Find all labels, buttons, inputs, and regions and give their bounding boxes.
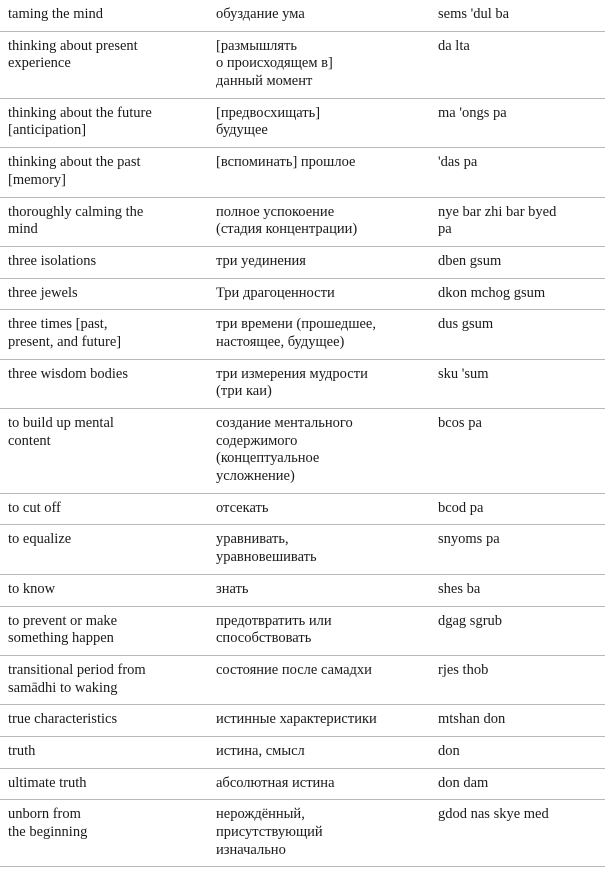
- table-row: [0, 800, 605, 867]
- cell-line: состояние после самадхи: [216, 661, 372, 678]
- table-cell-english: [0, 606, 208, 655]
- cell-line: gdod nas skye med: [438, 806, 549, 823]
- cell-line: transitional period from: [8, 661, 146, 678]
- table-row: [0, 98, 605, 147]
- table-cell-tibetan: [430, 310, 605, 359]
- table-row: [0, 768, 605, 800]
- table-cell-english: [0, 525, 208, 574]
- cell-line: dus gsum: [438, 316, 494, 333]
- cell-line: three times [past,: [8, 316, 108, 333]
- cell-line: уравнивать,: [216, 531, 289, 548]
- table-cell-russian: [208, 409, 430, 494]
- table-cell-english: [0, 98, 208, 147]
- table-cell-tibetan: [430, 606, 605, 655]
- table-cell-english: [0, 409, 208, 494]
- cell-line: thinking about the future: [8, 104, 152, 121]
- cell-line: something happen: [8, 630, 114, 647]
- cell-line: [memory]: [8, 171, 66, 188]
- table-cell-russian: [208, 736, 430, 768]
- cell-line: nye bar zhi bar byed: [438, 203, 557, 220]
- table-cell-english: [0, 148, 208, 197]
- table-cell-english: [0, 736, 208, 768]
- cell-line: истина, смысл: [216, 742, 305, 759]
- table-cell-english: [0, 800, 208, 867]
- cell-line: три времени (прошедшее,: [216, 316, 376, 333]
- table-row: [0, 574, 605, 606]
- table-cell-tibetan: [430, 655, 605, 704]
- table-cell-english: [0, 31, 208, 98]
- table-row: [0, 31, 605, 98]
- table-cell-russian: [208, 197, 430, 246]
- cell-line: pa: [438, 221, 452, 238]
- cell-line: dgag sgrub: [438, 612, 503, 629]
- cell-line: to build up mental: [8, 415, 114, 431]
- cell-line: обуздание ума: [216, 6, 305, 22]
- cell-line: unborn from: [8, 806, 81, 823]
- table-cell-tibetan: [430, 525, 605, 574]
- cell-line: 'das pa: [438, 154, 478, 171]
- cell-line: усложнение): [216, 468, 295, 485]
- cell-line: thinking about the past: [8, 154, 141, 171]
- cell-line: три уединения: [216, 252, 306, 269]
- cell-line: to equalize: [8, 531, 72, 548]
- cell-line: уравновешивать: [216, 549, 317, 566]
- table-row: [0, 736, 605, 768]
- cell-line: bcos pa: [438, 415, 482, 431]
- cell-line: [вспоминать] прошлое: [216, 154, 356, 171]
- cell-line: shes ba: [438, 580, 481, 597]
- table-row: [0, 606, 605, 655]
- cell-line: don dam: [438, 774, 489, 791]
- table-cell-tibetan: [430, 574, 605, 606]
- cell-line: dben gsum: [438, 252, 502, 269]
- table-cell-russian: [208, 493, 430, 525]
- table-cell-english: [0, 359, 208, 408]
- table-cell-russian: [208, 606, 430, 655]
- table-cell-russian: [208, 705, 430, 737]
- table-cell-tibetan: [430, 705, 605, 737]
- table-cell-tibetan: [430, 197, 605, 246]
- table-cell-english: [0, 246, 208, 278]
- table-cell-tibetan: [430, 246, 605, 278]
- table-cell-russian: [208, 359, 430, 408]
- table-cell-russian: [208, 768, 430, 800]
- table-cell-english: [0, 574, 208, 606]
- table-row: [0, 246, 605, 278]
- table-cell-english: [0, 768, 208, 800]
- cell-line: present, and future]: [8, 333, 122, 350]
- table-cell-tibetan: [430, 409, 605, 494]
- cell-line: (стадия концентрации): [216, 221, 358, 238]
- table-cell-russian: [208, 31, 430, 98]
- cell-line: mtshan don: [438, 711, 506, 728]
- cell-line: the beginning: [8, 824, 88, 840]
- cell-line: знать: [216, 580, 249, 597]
- cell-line: создание ментального: [216, 415, 353, 431]
- table-row: [0, 705, 605, 737]
- cell-line: [anticipation]: [8, 122, 87, 139]
- table-cell-tibetan: [430, 768, 605, 800]
- cell-line: нерождённый,: [216, 806, 305, 823]
- table-cell-tibetan: [430, 800, 605, 867]
- table-cell-english: [0, 705, 208, 737]
- table-cell-tibetan: [430, 31, 605, 98]
- table-row: [0, 409, 605, 494]
- cell-line: предотвратить или: [216, 612, 332, 629]
- cell-line: mind: [8, 221, 38, 238]
- table-row: [0, 278, 605, 310]
- cell-line: три измерения мудрости: [216, 365, 368, 382]
- cell-line: истинные характеристики: [216, 711, 377, 728]
- cell-line: to prevent or make: [8, 612, 118, 629]
- table-cell-russian: [208, 655, 430, 704]
- table-cell-russian: [208, 148, 430, 197]
- table-row: [0, 310, 605, 359]
- table-cell-russian: [208, 246, 430, 278]
- cell-line: true characteristics: [8, 711, 118, 728]
- cell-line: don: [438, 742, 460, 759]
- table-cell-english: [0, 278, 208, 310]
- table-cell-tibetan: [430, 98, 605, 147]
- cell-line: sku 'sum: [438, 365, 489, 382]
- table-cell-russian: [208, 0, 430, 31]
- cell-line: (три каи): [216, 383, 272, 400]
- table-row: [0, 197, 605, 246]
- table-row: [0, 0, 605, 31]
- cell-line: настоящее, будущее): [216, 333, 345, 350]
- cell-line: experience: [8, 55, 71, 72]
- table-cell-russian: [208, 278, 430, 310]
- table-row: [0, 493, 605, 525]
- table-cell-tibetan: [430, 0, 605, 31]
- table-cell-tibetan: [430, 493, 605, 525]
- cell-line: three isolations: [8, 252, 97, 269]
- cell-line: ultimate truth: [8, 774, 87, 791]
- cell-line: rjes thob: [438, 661, 489, 678]
- cell-line: присутствующий: [216, 824, 323, 840]
- cell-line: thinking about present: [8, 37, 138, 54]
- table-row: [0, 655, 605, 704]
- cell-line: thoroughly calming the: [8, 203, 144, 220]
- cell-line: sems 'dul ba: [438, 6, 510, 22]
- cell-line: samādhi to waking: [8, 679, 118, 696]
- table-cell-english: [0, 0, 208, 31]
- cell-line: to know: [8, 580, 56, 597]
- cell-line: snyoms pa: [438, 531, 500, 548]
- table-cell-russian: [208, 98, 430, 147]
- cell-line: полное успокоение: [216, 203, 335, 220]
- cell-line: данный момент: [216, 73, 313, 90]
- cell-line: абсолютная истина: [216, 774, 335, 791]
- cell-line: Три драгоценности: [216, 284, 335, 301]
- table-cell-russian: [208, 800, 430, 867]
- table-cell-english: [0, 310, 208, 359]
- table-cell-english: [0, 655, 208, 704]
- table-cell-russian: [208, 574, 430, 606]
- cell-line: [размышлять: [216, 37, 297, 54]
- table-row: [0, 525, 605, 574]
- cell-line: [предвосхищать]: [216, 104, 321, 121]
- cell-line: отсекать: [216, 499, 269, 516]
- table-cell-english: [0, 493, 208, 525]
- cell-line: о происходящем в]: [216, 55, 333, 72]
- cell-line: содержимого: [216, 432, 298, 449]
- table-row: [0, 148, 605, 197]
- table-cell-russian: [208, 525, 430, 574]
- table-cell-english: [0, 197, 208, 246]
- table-cell-tibetan: [430, 359, 605, 408]
- cell-line: dkon mchog gsum: [438, 284, 546, 301]
- table-cell-russian: [208, 310, 430, 359]
- table-cell-tibetan: [430, 148, 605, 197]
- cell-line: three wisdom bodies: [8, 365, 129, 382]
- cell-line: to cut off: [8, 499, 61, 516]
- cell-line: three jewels: [8, 284, 78, 301]
- cell-line: способствовать: [216, 630, 312, 647]
- cell-line: truth: [8, 742, 36, 759]
- cell-line: (концептуальное: [216, 450, 320, 467]
- cell-line: изначально: [216, 841, 286, 858]
- cell-line: content: [8, 432, 51, 449]
- table-row: [0, 359, 605, 408]
- cell-line: da lta: [438, 37, 470, 54]
- cell-line: будущее: [216, 122, 268, 139]
- table-cell-tibetan: [430, 736, 605, 768]
- table-cell-tibetan: [430, 278, 605, 310]
- cell-line: bcod pa: [438, 499, 484, 516]
- cell-line: ma 'ongs pa: [438, 104, 507, 121]
- cell-line: taming the mind: [8, 6, 104, 22]
